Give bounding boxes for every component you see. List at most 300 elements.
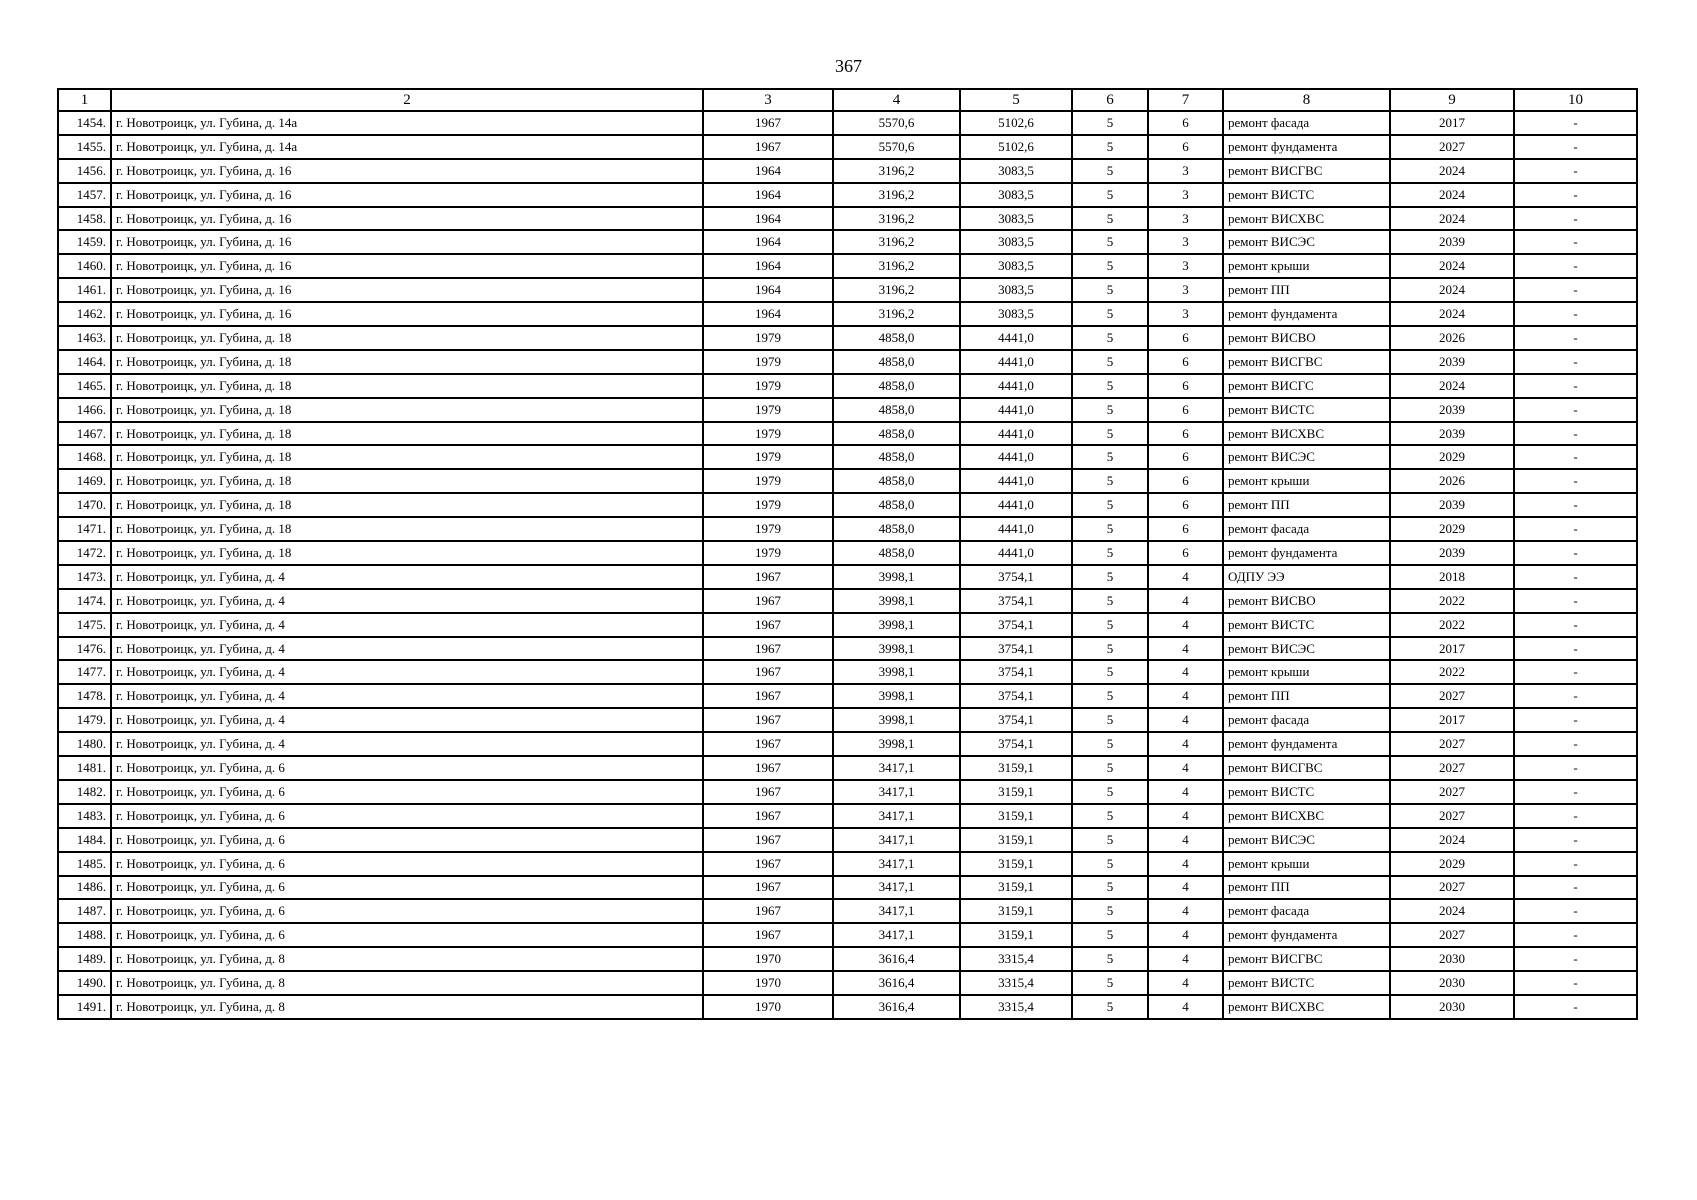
build-year-cell: 1967 [703,876,833,900]
note-cell: - [1514,828,1637,852]
plan-year-cell: 2027 [1390,923,1514,947]
floors-cell: 5 [1072,541,1148,565]
total-area-cell: 3417,1 [833,852,960,876]
table-row [58,469,1637,493]
total-area-cell: 3417,1 [833,828,960,852]
living-area-cell: 3159,1 [960,756,1072,780]
table-row [58,207,1637,231]
living-area-cell: 3754,1 [960,613,1072,637]
row-number-cell: 1467. [58,422,111,446]
row-number-cell: 1479. [58,708,111,732]
build-year-cell: 1967 [703,852,833,876]
table-row [58,684,1637,708]
address-cell: г. Новотроицк, ул. Губина, д. 4 [111,708,703,732]
note-cell: - [1514,469,1637,493]
plan-year-cell: 2027 [1390,732,1514,756]
work-type-cell: ремонт ВИСЭС [1223,828,1390,852]
plan-year-cell: 2029 [1390,517,1514,541]
entrances-cell: 6 [1148,541,1223,565]
entrances-cell: 4 [1148,995,1223,1019]
work-type-cell: ремонт ВИСТС [1223,971,1390,995]
plan-year-cell: 2018 [1390,565,1514,589]
floors-cell: 5 [1072,374,1148,398]
floors-cell: 5 [1072,422,1148,446]
row-number-cell: 1488. [58,923,111,947]
plan-year-cell: 2029 [1390,852,1514,876]
build-year-cell: 1967 [703,804,833,828]
row-number-cell: 1481. [58,756,111,780]
living-area-cell: 5102,6 [960,135,1072,159]
total-area-cell: 3196,2 [833,230,960,254]
note-cell: - [1514,326,1637,350]
address-cell: г. Новотроицк, ул. Губина, д. 6 [111,923,703,947]
total-area-cell: 3417,1 [833,756,960,780]
note-cell: - [1514,541,1637,565]
total-area-cell: 3196,2 [833,278,960,302]
living-area-cell: 3315,4 [960,995,1072,1019]
floors-cell: 5 [1072,469,1148,493]
build-year-cell: 1967 [703,780,833,804]
work-type-cell: ремонт ВИСТС [1223,398,1390,422]
table-row [58,422,1637,446]
living-area-cell: 3083,5 [960,302,1072,326]
build-year-cell: 1967 [703,565,833,589]
address-cell: г. Новотроицк, ул. Губина, д. 4 [111,565,703,589]
plan-year-cell: 2030 [1390,971,1514,995]
row-number-cell: 1480. [58,732,111,756]
total-area-cell: 3196,2 [833,183,960,207]
floors-cell: 5 [1072,493,1148,517]
plan-year-cell: 2024 [1390,278,1514,302]
plan-year-cell: 2022 [1390,613,1514,637]
address-cell: г. Новотроицк, ул. Губина, д. 8 [111,995,703,1019]
plan-year-cell: 2030 [1390,947,1514,971]
work-type-cell: ремонт ВИСГВС [1223,350,1390,374]
address-cell: г. Новотроицк, ул. Губина, д. 18 [111,493,703,517]
note-cell: - [1514,899,1637,923]
address-cell: г. Новотроицк, ул. Губина, д. 6 [111,899,703,923]
total-area-cell: 3417,1 [833,923,960,947]
entrances-cell: 6 [1148,135,1223,159]
build-year-cell: 1967 [703,589,833,613]
living-area-cell: 4441,0 [960,374,1072,398]
work-type-cell: ремонт ВИСЭС [1223,445,1390,469]
table-row [58,230,1637,254]
address-cell: г. Новотроицк, ул. Губина, д. 18 [111,398,703,422]
plan-year-cell: 2017 [1390,637,1514,661]
build-year-cell: 1967 [703,708,833,732]
work-type-cell: ремонт крыши [1223,660,1390,684]
floors-cell: 5 [1072,159,1148,183]
table-row [58,923,1637,947]
entrances-cell: 3 [1148,207,1223,231]
plan-year-cell: 2030 [1390,995,1514,1019]
table-row [58,326,1637,350]
build-year-cell: 1967 [703,899,833,923]
table-row [58,541,1637,565]
row-number-cell: 1460. [58,254,111,278]
table-row [58,445,1637,469]
total-area-cell: 4858,0 [833,469,960,493]
total-area-cell: 5570,6 [833,135,960,159]
note-cell: - [1514,230,1637,254]
entrances-cell: 3 [1148,278,1223,302]
table-row [58,135,1637,159]
column-header-plan-year: 9 [1390,89,1514,111]
entrances-cell: 6 [1148,493,1223,517]
note-cell: - [1514,589,1637,613]
address-cell: г. Новотроицк, ул. Губина, д. 4 [111,589,703,613]
build-year-cell: 1964 [703,159,833,183]
total-area-cell: 3616,4 [833,995,960,1019]
table-row [58,947,1637,971]
living-area-cell: 3159,1 [960,852,1072,876]
address-cell: г. Новотроицк, ул. Губина, д. 18 [111,445,703,469]
living-area-cell: 4441,0 [960,541,1072,565]
work-type-cell: ремонт фасада [1223,899,1390,923]
address-cell: г. Новотроицк, ул. Губина, д. 6 [111,852,703,876]
address-cell: г. Новотроицк, ул. Губина, д. 18 [111,541,703,565]
address-cell: г. Новотроицк, ул. Губина, д. 6 [111,780,703,804]
total-area-cell: 3417,1 [833,804,960,828]
note-cell: - [1514,278,1637,302]
column-header-total-area: 4 [833,89,960,111]
note-cell: - [1514,517,1637,541]
plan-year-cell: 2039 [1390,422,1514,446]
note-cell: - [1514,852,1637,876]
build-year-cell: 1964 [703,230,833,254]
living-area-cell: 3083,5 [960,207,1072,231]
note-cell: - [1514,445,1637,469]
floors-cell: 5 [1072,732,1148,756]
build-year-cell: 1979 [703,398,833,422]
plan-year-cell: 2024 [1390,899,1514,923]
living-area-cell: 3159,1 [960,876,1072,900]
note-cell: - [1514,756,1637,780]
address-cell: г. Новотроицк, ул. Губина, д. 6 [111,876,703,900]
floors-cell: 5 [1072,756,1148,780]
table-body [58,111,1637,1019]
address-cell: г. Новотроицк, ул. Губина, д. 14а [111,135,703,159]
living-area-cell: 3754,1 [960,684,1072,708]
entrances-cell: 6 [1148,398,1223,422]
note-cell: - [1514,780,1637,804]
living-area-cell: 3083,5 [960,159,1072,183]
entrances-cell: 4 [1148,732,1223,756]
build-year-cell: 1967 [703,111,833,135]
plan-year-cell: 2027 [1390,756,1514,780]
row-number-cell: 1476. [58,637,111,661]
plan-year-cell: 2039 [1390,493,1514,517]
work-type-cell: ремонт ВИСХВС [1223,804,1390,828]
plan-year-cell: 2039 [1390,398,1514,422]
living-area-cell: 3754,1 [960,732,1072,756]
note-cell: - [1514,971,1637,995]
table-row [58,732,1637,756]
table-row [58,278,1637,302]
plan-year-cell: 2027 [1390,135,1514,159]
plan-year-cell: 2024 [1390,207,1514,231]
note-cell: - [1514,493,1637,517]
column-header-number: 1 [58,89,111,111]
row-number-cell: 1459. [58,230,111,254]
work-type-cell: ремонт ВИСГС [1223,374,1390,398]
address-cell: г. Новотроицк, ул. Губина, д. 8 [111,971,703,995]
living-area-cell: 4441,0 [960,326,1072,350]
entrances-cell: 4 [1148,756,1223,780]
work-type-cell: ремонт крыши [1223,852,1390,876]
living-area-cell: 3315,4 [960,971,1072,995]
total-area-cell: 3417,1 [833,899,960,923]
total-area-cell: 3417,1 [833,780,960,804]
plan-year-cell: 2027 [1390,780,1514,804]
living-area-cell: 3083,5 [960,183,1072,207]
table-row [58,971,1637,995]
total-area-cell: 3998,1 [833,708,960,732]
build-year-cell: 1979 [703,541,833,565]
row-number-cell: 1455. [58,135,111,159]
total-area-cell: 3196,2 [833,207,960,231]
address-cell: г. Новотроицк, ул. Губина, д. 4 [111,637,703,661]
plan-year-cell: 2024 [1390,254,1514,278]
table-row [58,302,1637,326]
table-row [58,876,1637,900]
floors-cell: 5 [1072,947,1148,971]
page-number: 367 [835,56,862,76]
note-cell: - [1514,422,1637,446]
row-number-cell: 1487. [58,899,111,923]
entrances-cell: 4 [1148,589,1223,613]
build-year-cell: 1979 [703,445,833,469]
plan-year-cell: 2039 [1390,541,1514,565]
total-area-cell: 3417,1 [833,876,960,900]
entrances-cell: 3 [1148,183,1223,207]
floors-cell: 5 [1072,923,1148,947]
table-row [58,589,1637,613]
living-area-cell: 3083,5 [960,230,1072,254]
address-cell: г. Новотроицк, ул. Губина, д. 18 [111,469,703,493]
floors-cell: 5 [1072,565,1148,589]
table-header [58,89,1637,111]
table-row [58,350,1637,374]
living-area-cell: 3754,1 [960,708,1072,732]
work-type-cell: ремонт ВИСХВС [1223,422,1390,446]
row-number-cell: 1486. [58,876,111,900]
build-year-cell: 1967 [703,135,833,159]
header-row [58,89,1637,111]
entrances-cell: 4 [1148,637,1223,661]
floors-cell: 5 [1072,971,1148,995]
work-type-cell: ремонт фундамента [1223,541,1390,565]
build-year-cell: 1967 [703,732,833,756]
floors-cell: 5 [1072,326,1148,350]
table-row [58,159,1637,183]
note-cell: - [1514,732,1637,756]
build-year-cell: 1964 [703,207,833,231]
living-area-cell: 3083,5 [960,254,1072,278]
floors-cell: 5 [1072,278,1148,302]
build-year-cell: 1964 [703,278,833,302]
table-row [58,637,1637,661]
row-number-cell: 1462. [58,302,111,326]
build-year-cell: 1967 [703,660,833,684]
work-type-cell: ремонт крыши [1223,469,1390,493]
total-area-cell: 4858,0 [833,326,960,350]
entrances-cell: 3 [1148,230,1223,254]
note-cell: - [1514,374,1637,398]
table-row [58,804,1637,828]
note-cell: - [1514,302,1637,326]
build-year-cell: 1967 [703,756,833,780]
address-cell: г. Новотроицк, ул. Губина, д. 6 [111,804,703,828]
build-year-cell: 1979 [703,517,833,541]
address-cell: г. Новотроицк, ул. Губина, д. 18 [111,326,703,350]
entrances-cell: 6 [1148,445,1223,469]
floors-cell: 5 [1072,995,1148,1019]
living-area-cell: 3754,1 [960,660,1072,684]
entrances-cell: 4 [1148,565,1223,589]
address-cell: г. Новотроицк, ул. Губина, д. 16 [111,302,703,326]
entrances-cell: 6 [1148,422,1223,446]
note-cell: - [1514,350,1637,374]
row-number-cell: 1472. [58,541,111,565]
work-type-cell: ремонт ВИСВО [1223,326,1390,350]
living-area-cell: 4441,0 [960,398,1072,422]
note-cell: - [1514,804,1637,828]
work-type-cell: ремонт ПП [1223,278,1390,302]
note-cell: - [1514,159,1637,183]
column-header-address: 2 [111,89,703,111]
table-row [58,660,1637,684]
entrances-cell: 3 [1148,302,1223,326]
total-area-cell: 4858,0 [833,541,960,565]
column-header-year: 3 [703,89,833,111]
note-cell: - [1514,947,1637,971]
row-number-cell: 1485. [58,852,111,876]
total-area-cell: 3616,4 [833,947,960,971]
column-header-floors: 6 [1072,89,1148,111]
table-row [58,374,1637,398]
total-area-cell: 4858,0 [833,517,960,541]
column-header-note: 10 [1514,89,1637,111]
entrances-cell: 4 [1148,660,1223,684]
row-number-cell: 1454. [58,111,111,135]
build-year-cell: 1964 [703,302,833,326]
living-area-cell: 4441,0 [960,493,1072,517]
total-area-cell: 3196,2 [833,254,960,278]
work-type-cell: ремонт ВИСГВС [1223,947,1390,971]
plan-year-cell: 2024 [1390,374,1514,398]
floors-cell: 5 [1072,111,1148,135]
address-cell: г. Новотроицк, ул. Губина, д. 4 [111,660,703,684]
address-cell: г. Новотроицк, ул. Губина, д. 18 [111,350,703,374]
plan-year-cell: 2027 [1390,684,1514,708]
entrances-cell: 4 [1148,899,1223,923]
entrances-cell: 4 [1148,780,1223,804]
floors-cell: 5 [1072,445,1148,469]
note-cell: - [1514,876,1637,900]
address-cell: г. Новотроицк, ул. Губина, д. 16 [111,230,703,254]
floors-cell: 5 [1072,637,1148,661]
plan-year-cell: 2024 [1390,159,1514,183]
note-cell: - [1514,111,1637,135]
living-area-cell: 5102,6 [960,111,1072,135]
address-cell: г. Новотроицк, ул. Губина, д. 18 [111,374,703,398]
table-row [58,708,1637,732]
work-type-cell: ремонт фундамента [1223,923,1390,947]
floors-cell: 5 [1072,613,1148,637]
floors-cell: 5 [1072,517,1148,541]
address-cell: г. Новотроицк, ул. Губина, д. 6 [111,756,703,780]
total-area-cell: 4858,0 [833,374,960,398]
build-year-cell: 1964 [703,183,833,207]
note-cell: - [1514,995,1637,1019]
floors-cell: 5 [1072,876,1148,900]
build-year-cell: 1970 [703,971,833,995]
note-cell: - [1514,708,1637,732]
floors-cell: 5 [1072,135,1148,159]
floors-cell: 5 [1072,899,1148,923]
total-area-cell: 4858,0 [833,422,960,446]
row-number-cell: 1457. [58,183,111,207]
address-cell: г. Новотроицк, ул. Губина, д. 4 [111,684,703,708]
total-area-cell: 4858,0 [833,350,960,374]
entrances-cell: 4 [1148,804,1223,828]
floors-cell: 5 [1072,660,1148,684]
work-type-cell: ремонт ПП [1223,493,1390,517]
work-type-cell: ремонт крыши [1223,254,1390,278]
floors-cell: 5 [1072,207,1148,231]
address-cell: г. Новотроицк, ул. Губина, д. 16 [111,254,703,278]
work-type-cell: ремонт фасада [1223,517,1390,541]
work-type-cell: ремонт ВИСЭС [1223,637,1390,661]
living-area-cell: 3754,1 [960,637,1072,661]
row-number-cell: 1474. [58,589,111,613]
plan-year-cell: 2022 [1390,589,1514,613]
row-number-cell: 1466. [58,398,111,422]
table-row [58,398,1637,422]
floors-cell: 5 [1072,302,1148,326]
row-number-cell: 1468. [58,445,111,469]
living-area-cell: 4441,0 [960,422,1072,446]
floors-cell: 5 [1072,828,1148,852]
build-year-cell: 1967 [703,613,833,637]
total-area-cell: 3998,1 [833,660,960,684]
entrances-cell: 3 [1148,254,1223,278]
entrances-cell: 4 [1148,684,1223,708]
entrances-cell: 4 [1148,947,1223,971]
total-area-cell: 4858,0 [833,445,960,469]
plan-year-cell: 2017 [1390,708,1514,732]
work-type-cell: ремонт ВИСВО [1223,589,1390,613]
table-row [58,183,1637,207]
row-number-cell: 1461. [58,278,111,302]
work-type-cell: ремонт ПП [1223,684,1390,708]
note-cell: - [1514,398,1637,422]
plan-year-cell: 2027 [1390,876,1514,900]
table-row [58,899,1637,923]
build-year-cell: 1967 [703,828,833,852]
floors-cell: 5 [1072,230,1148,254]
work-type-cell: ремонт фасада [1223,708,1390,732]
build-year-cell: 1979 [703,469,833,493]
work-type-cell: ремонт фасада [1223,111,1390,135]
repair-schedule-table [57,88,1638,1020]
floors-cell: 5 [1072,350,1148,374]
living-area-cell: 3159,1 [960,923,1072,947]
table-row [58,828,1637,852]
floors-cell: 5 [1072,589,1148,613]
